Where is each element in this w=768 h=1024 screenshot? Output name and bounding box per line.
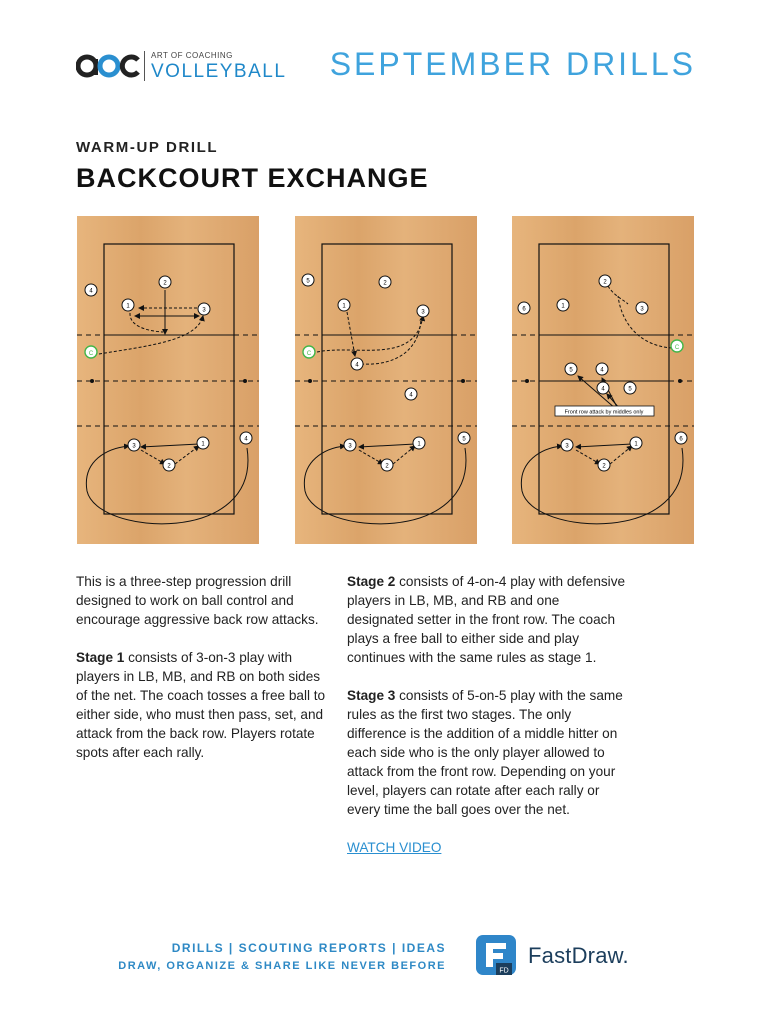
- player-label: 4: [409, 392, 413, 399]
- player-marker: [344, 439, 356, 451]
- stage-1-paragraph: [76, 648, 326, 762]
- page-header: [76, 44, 696, 88]
- player-label: 5: [462, 436, 466, 443]
- player-marker: [565, 363, 577, 375]
- net-post-left: [525, 379, 529, 383]
- stage-2-text: consists of 4-on-4 play with defensive players in LB, MB, and RB and one designated setter in the front row. The coach plays a free ball to either side and play continues with the same rules as stage 1.: [347, 574, 626, 665]
- player-marker: [518, 302, 530, 314]
- route-arrow: [576, 450, 600, 464]
- stage-2-label: Stage 2: [347, 574, 396, 589]
- route-arrow: [359, 444, 415, 447]
- player-label: 4: [244, 436, 248, 443]
- player-label: 3: [565, 443, 569, 450]
- player-label: 2: [385, 463, 389, 470]
- fd-badge-text: FD: [499, 967, 509, 975]
- route-arrow: [317, 316, 423, 352]
- player-label: 6: [522, 306, 526, 313]
- route-arrow: [86, 443, 248, 524]
- body-column-left: [76, 572, 326, 781]
- player-marker: [630, 437, 642, 449]
- drill-title: BACKCOURT EXCHANGE: [76, 163, 429, 193]
- player-label: 3: [202, 307, 206, 314]
- fastdraw-brand-name[interactable]: FastDraw.: [528, 943, 629, 968]
- player-label: 4: [89, 288, 93, 295]
- coach-label: C: [674, 345, 680, 351]
- stage-1-text: consists of 3-on-3 play with players in LB, MB, and RB on both sides of the net. The coach tosses a free ball to either side, who must then pass, set, and attack from the back row. Players rotate spots after each rally.: [76, 650, 326, 760]
- player-label: 3: [421, 309, 425, 316]
- player-label: 1: [634, 441, 638, 448]
- note-text: Front row attack by middles only: [564, 409, 644, 416]
- route-arrow: [141, 450, 165, 464]
- player-label: 1: [201, 441, 205, 448]
- footer-tagline-1: DRILLS | SCOUTING REPORTS | IDEAS: [171, 941, 446, 955]
- stage-3-label: Stage 3: [347, 688, 396, 703]
- stage-3-text: consists of 5-on-5 play with the same rules as the first two stages. The only difference is the addition of a middle hitter on each side who is the only player allowed to attack from the front row. Depending on your level, players can rotate after each rally or every time the ball goes over the net.: [347, 688, 623, 817]
- player-marker: [596, 363, 608, 375]
- player-marker: [85, 284, 97, 296]
- player-marker: [597, 382, 609, 394]
- player-label: 1: [417, 441, 421, 448]
- player-marker: [163, 459, 175, 471]
- player-label: 2: [603, 279, 607, 286]
- player-marker: [379, 276, 391, 288]
- player-marker: [675, 432, 687, 444]
- player-label: 6: [679, 436, 683, 443]
- player-marker: [381, 459, 393, 471]
- player-label: 2: [602, 463, 606, 470]
- route-arrow: [130, 308, 163, 332]
- player-marker: [338, 299, 350, 311]
- player-label: 5: [306, 278, 310, 285]
- stage-1-label: Stage 1: [76, 650, 125, 665]
- player-marker: [128, 439, 140, 451]
- net-post-left: [90, 379, 94, 383]
- stage-3-diagram: [512, 216, 694, 544]
- player-marker: [159, 276, 171, 288]
- coach-label: C: [88, 351, 94, 357]
- route-arrow: [347, 312, 355, 356]
- aoc-logo[interactable]: [76, 48, 286, 84]
- net-post-right: [461, 379, 465, 383]
- net-post-right: [243, 379, 247, 383]
- route-arrow: [521, 443, 683, 524]
- player-marker: [557, 299, 569, 311]
- logo-big-text: VOLLEYBALL: [151, 60, 287, 82]
- route-arrow: [576, 444, 632, 447]
- net-post-left: [308, 379, 312, 383]
- player-marker: [122, 299, 134, 311]
- player-label: 1: [561, 303, 565, 310]
- player-label: 2: [163, 280, 167, 287]
- coach-label: C: [306, 351, 312, 357]
- aoc-logo-mark: [76, 51, 140, 81]
- route-arrow: [359, 450, 383, 464]
- player-marker: [561, 439, 573, 451]
- player-marker: [599, 275, 611, 287]
- logo-divider: [144, 51, 145, 81]
- player-label: 2: [167, 463, 171, 470]
- player-marker: [413, 437, 425, 449]
- player-label: 3: [640, 306, 644, 313]
- player-marker: [197, 437, 209, 449]
- fastdraw-logo-icon[interactable]: [474, 933, 518, 977]
- player-marker: [458, 432, 470, 444]
- stage-2-diagram: [295, 216, 477, 544]
- player-marker: [302, 274, 314, 286]
- player-marker: [351, 358, 363, 370]
- player-marker: [598, 459, 610, 471]
- player-marker: [624, 382, 636, 394]
- stage-2-paragraph: [347, 572, 627, 667]
- footer-tagline-2: DRAW, ORGANIZE & SHARE LIKE NEVER BEFORE: [118, 960, 446, 972]
- player-label: 4: [355, 362, 359, 369]
- player-label: 2: [383, 280, 387, 287]
- intro-paragraph: This is a three-step progression drill designed to work on ball control and encourage aggressive back row attacks.: [76, 574, 319, 627]
- player-label: 5: [569, 367, 573, 374]
- route-arrow: [610, 446, 632, 464]
- route-arrow: [608, 286, 628, 304]
- player-label: 3: [132, 443, 136, 450]
- player-label: 4: [600, 367, 604, 374]
- drill-kicker: WARM-UP DRILL: [76, 139, 219, 156]
- logo-text: [151, 52, 286, 81]
- stage-2-court: [295, 216, 477, 544]
- player-marker: [240, 432, 252, 444]
- stage-1-court: [77, 216, 259, 544]
- player-marker: [636, 302, 648, 314]
- stage-1-diagram: [77, 216, 259, 544]
- stage-3-court: [512, 216, 694, 544]
- player-label: 3: [348, 443, 352, 450]
- route-arrow: [393, 446, 415, 464]
- net-post-right: [678, 379, 682, 383]
- player-label: 1: [342, 303, 346, 310]
- route-arrow: [361, 318, 421, 364]
- route-arrow: [141, 444, 199, 447]
- route-arrow: [175, 446, 199, 464]
- player-label: 5: [628, 386, 632, 393]
- player-marker: [417, 305, 429, 317]
- month-title: SEPTEMBER DRILLS: [329, 46, 696, 82]
- player-label: 1: [126, 303, 130, 310]
- player-label: 4: [601, 386, 605, 393]
- logo-small-text: ART OF COACHING: [151, 50, 233, 60]
- stage-3-paragraph: [347, 686, 627, 819]
- body-column-right: [347, 572, 627, 876]
- player-marker: [198, 303, 210, 315]
- route-arrow: [304, 443, 466, 524]
- watch-video-link[interactable]: WATCH VIDEO: [347, 840, 442, 855]
- player-marker: [405, 388, 417, 400]
